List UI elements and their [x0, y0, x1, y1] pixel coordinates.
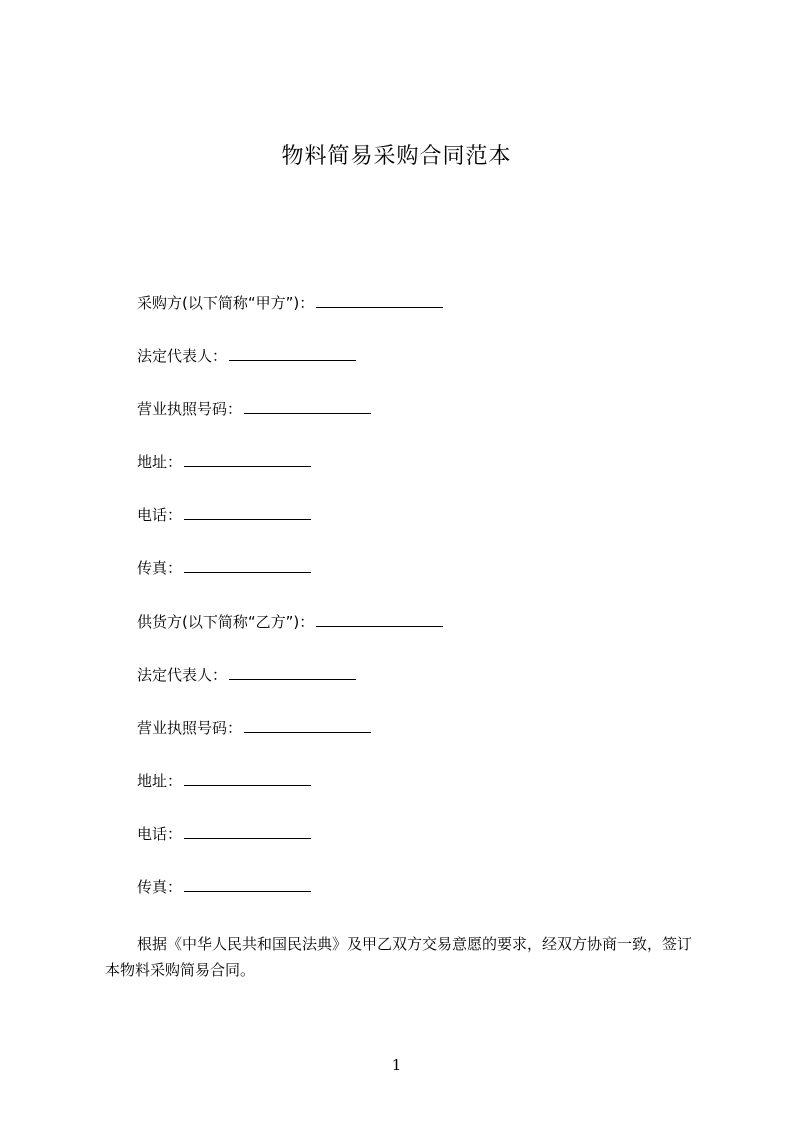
party-b-license-number-blank	[244, 718, 371, 733]
party-b-line	[137, 612, 443, 632]
party-b-phone-label: 电话：	[137, 825, 183, 843]
party-a-address-label: 地址：	[137, 453, 183, 471]
party-b-license-number-line	[137, 718, 371, 738]
party-a-address-blank	[184, 452, 311, 467]
party-b-legal-representative-line	[137, 665, 356, 685]
party-b-license-number-label: 营业执照号码：	[137, 719, 243, 737]
party-b-blank	[316, 612, 443, 627]
party-b-legal-representative-label: 法定代表人：	[137, 666, 228, 684]
party-a-license-number-line	[137, 399, 371, 419]
party-a-fax-line	[137, 558, 311, 578]
party-a-blank	[316, 293, 443, 308]
party-a-address-line	[137, 452, 311, 472]
party-b-fax-blank	[184, 877, 311, 892]
page-number: 1	[391, 1056, 402, 1074]
party-a-fax-label: 传真：	[137, 559, 183, 577]
party-a-label: 采购方(以下简称“甲方”)：	[137, 294, 315, 312]
party-b-phone-blank	[184, 824, 311, 839]
party-b-address-label: 地址：	[137, 772, 183, 790]
party-a-fax-blank	[184, 558, 311, 573]
party-b-legal-representative-blank	[229, 665, 356, 680]
party-b-fax-label: 传真：	[137, 878, 183, 896]
party-a-legal-representative-blank	[229, 346, 356, 361]
party-a-line	[137, 293, 443, 313]
party-a-phone-blank	[184, 505, 311, 520]
party-b-label: 供货方(以下简称“乙方”)：	[137, 613, 315, 631]
party-a-license-number-label: 营业执照号码：	[137, 400, 243, 418]
party-a-phone-line	[137, 505, 311, 525]
party-b-address-blank	[184, 771, 311, 786]
document-title: 物料简易采购合同范本	[281, 144, 512, 169]
party-a-legal-representative-label: 法定代表人：	[137, 347, 228, 365]
party-b-address-line	[137, 771, 311, 791]
party-b-phone-line	[137, 824, 311, 844]
party-a-legal-representative-line	[137, 346, 356, 366]
party-b-fax-line	[137, 877, 311, 897]
party-a-license-number-blank	[244, 399, 371, 414]
party-a-phone-label: 电话：	[137, 506, 183, 524]
preamble-paragraph: 根据《中华人民共和国民法典》及甲乙双方交易意愿的要求，经双方协商一致，签订本物料采购简易合同。	[105, 935, 693, 979]
